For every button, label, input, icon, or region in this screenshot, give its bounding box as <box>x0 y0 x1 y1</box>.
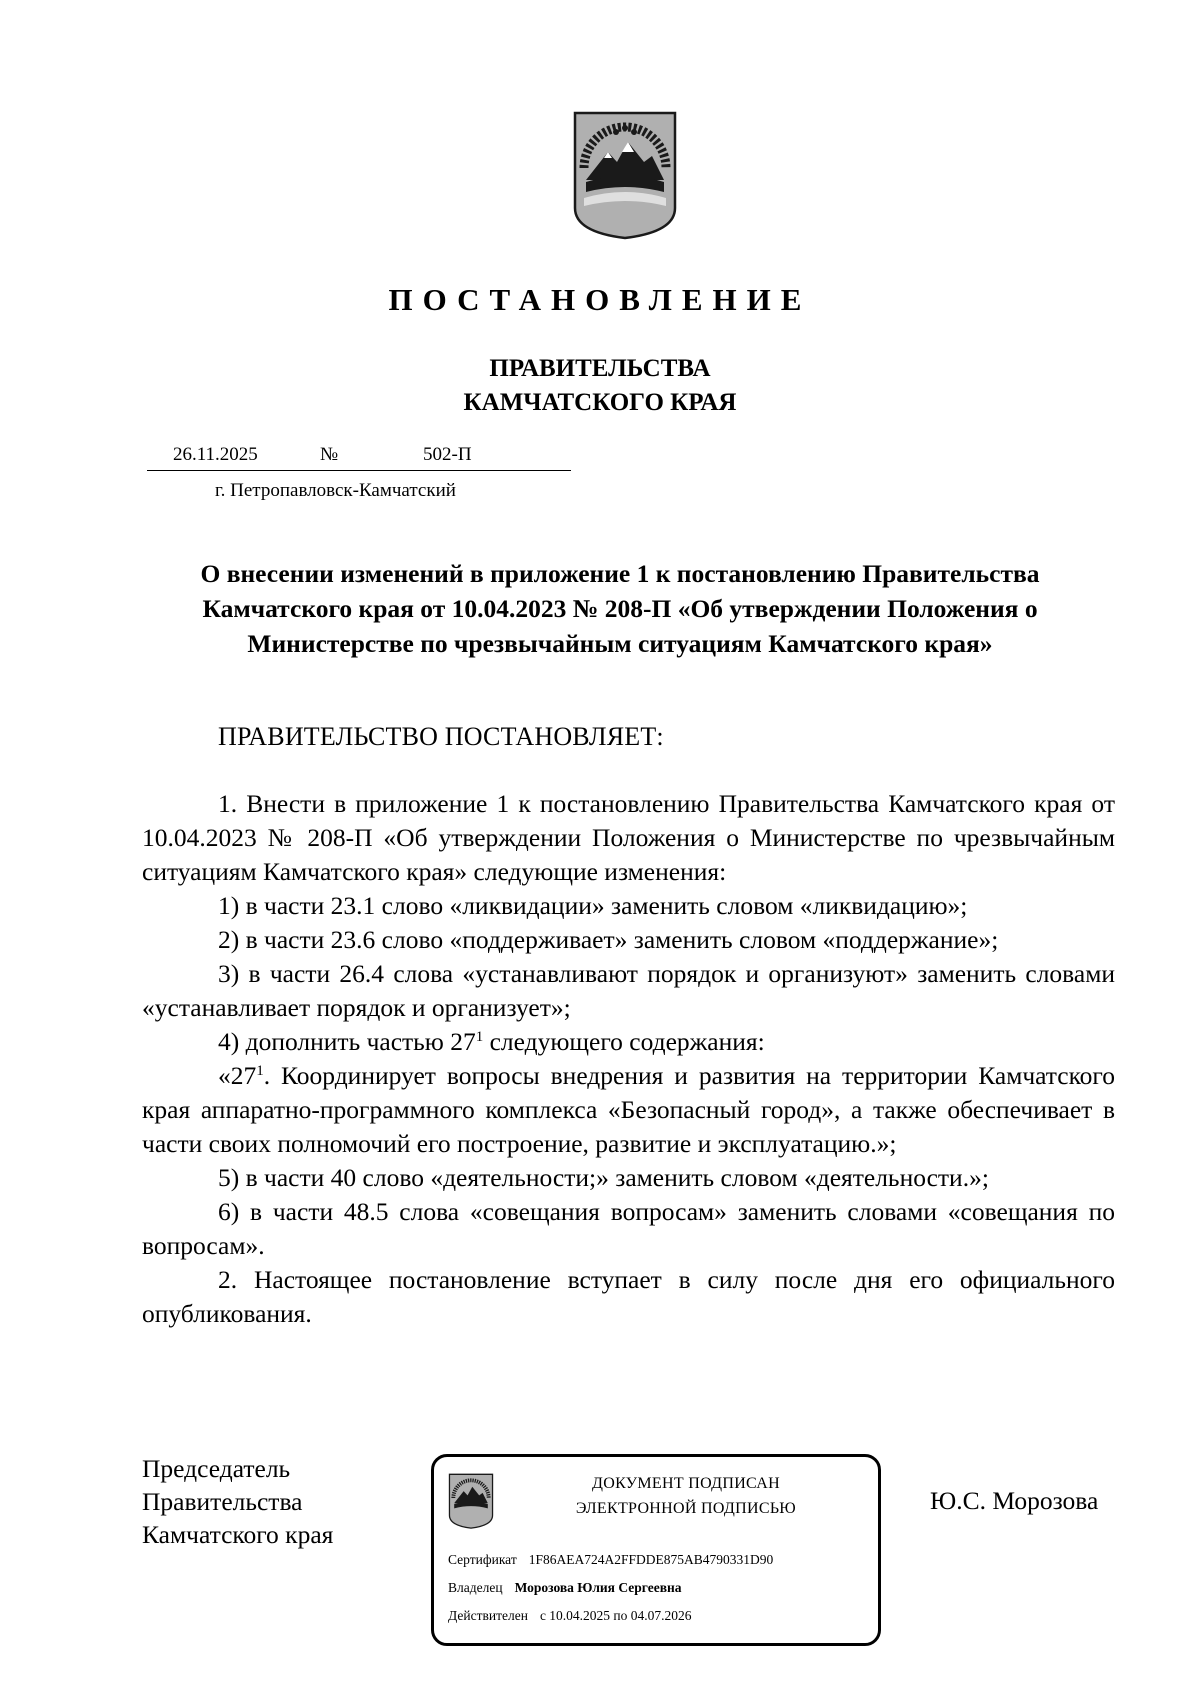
stamp-owner-row <box>448 1580 682 1596</box>
stamp-emblem-icon <box>448 1473 494 1529</box>
paragraph-2: 2. Настоящее постановление вступает в силу после дня его официального опубликования. <box>142 1265 1115 1328</box>
number-sign: № <box>320 444 339 465</box>
electronic-signature-stamp <box>431 1454 881 1646</box>
paragraph-new-part <box>142 1059 1115 1161</box>
paragraph-item-3: 3) в части 26.4 слова «устанавливают порядок и организуют» заменить словами «устанавливает порядок и организует»; <box>142 959 1115 1022</box>
superscript: 1 <box>256 1063 264 1079</box>
stamp-header-line-1: ДОКУМЕНТ ПОДПИСАН <box>592 1475 780 1492</box>
issuer-line-2: КАМЧАТСКОГО КРАЯ <box>463 389 737 416</box>
validity-value: с 10.04.2025 по 04.07.2026 <box>539 1608 692 1623</box>
document-heading: О внесении изменений в приложение 1 к постановлению Правительства Камчатского края от 10.04.2023 № 208-П «Об утверждении Положения о Министерстве по чрезвычайным ситуациям Камчатского края» <box>200 559 1040 658</box>
stamp-header-line-2: ЭЛЕКТРОННОЙ ПОДПИСЬЮ <box>575 1500 797 1517</box>
city-line: г. Петропавловск-Камчатский <box>215 480 456 501</box>
owner-label: Владелец <box>448 1580 503 1595</box>
paragraph-item-5: 5) в части 40 слово «деятельности;» заменить словом «деятельности.»; <box>218 1163 989 1192</box>
signatory-position <box>142 1452 333 1551</box>
document-type-title: ПОСТАНОВЛЕНИЕ <box>388 282 812 317</box>
validity-label: Действителен <box>448 1608 528 1623</box>
coat-of-arms-emblem <box>572 110 678 240</box>
new-part-text: . Координирует вопросы внедрения и развития на территории Камчатского края аппаратно-программного комплекса «Безопасный город», а также обеспечивает в части своих полномочий его построение, развитие и эксплуатацию.»; <box>142 1061 1115 1158</box>
position-line-3: Камчатского края <box>142 1520 334 1549</box>
position-line-1: Председатель <box>142 1454 291 1483</box>
paragraph-item-1: 1) в части 23.1 слово «ликвидации» заменить словом «ликвидацию»; <box>218 891 968 920</box>
superscript: 1 <box>475 1029 484 1045</box>
document-date: 26.11.2025 <box>173 444 258 465</box>
document-body <box>142 787 1115 1331</box>
position-line-2: Правительства <box>142 1487 303 1516</box>
paragraph-item-4 <box>142 1025 1115 1059</box>
paragraph-item-4-text: 4) дополнить частью 27 <box>218 1027 476 1056</box>
signer-name: Ю.С. Морозова <box>930 1486 1099 1515</box>
stamp-certificate-row <box>448 1552 773 1568</box>
stamp-validity-row <box>448 1608 692 1624</box>
decree-statement: ПРАВИТЕЛЬСТВО ПОСТАНОВЛЯЕТ: <box>218 722 664 751</box>
owner-value: Морозова Юлия Сергеевна <box>514 1580 682 1595</box>
certificate-label: Сертификат <box>448 1552 517 1567</box>
paragraph-item-2: 2) в части 23.6 слово «поддерживает» заменить словом «поддержание»; <box>218 925 999 954</box>
issuer-name <box>0 352 1200 420</box>
issuer-line-1: ПРАВИТЕЛЬСТВА <box>489 355 711 382</box>
paragraph-1: 1. Внести в приложение 1 к постановлению Правительства Камчатского края от 10.04.2023 № 208-П «Об утверждении Положения о Министерстве по чрезвычайным ситуациям Камчатского края» следующие изменения: <box>142 789 1115 886</box>
certificate-value: 1F86AEA724A2FFDDE875AB4790331D90 <box>528 1552 774 1567</box>
date-number-line <box>147 444 571 471</box>
document-number: 502-П <box>423 444 472 465</box>
new-part-number: «27 <box>218 1061 257 1090</box>
paragraph-item-4-text-end: следующего содержания: <box>483 1027 765 1056</box>
paragraph-item-6: 6) в части 48.5 слова «совещания вопросам» заменить словами «совещания по вопросам». <box>142 1197 1115 1260</box>
